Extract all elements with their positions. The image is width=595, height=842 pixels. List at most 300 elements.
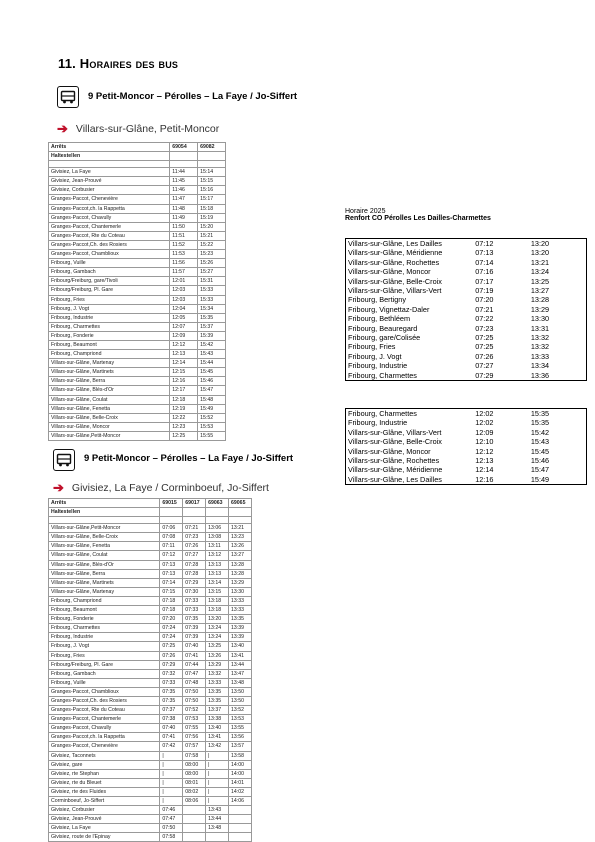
departure-time: 13:26 <box>206 651 229 660</box>
stop-name: Corminboeuf, Jo-Siffert <box>49 797 160 806</box>
departure-time: 13:24 <box>206 633 229 642</box>
departure-time <box>229 806 252 815</box>
departure-time: 15:47 <box>530 465 550 475</box>
departure-time: 13:29 <box>229 578 252 587</box>
departure-time: 11:51 <box>170 231 198 240</box>
departure-time: 07:40 <box>183 642 206 651</box>
departure-time: 13:06 <box>206 524 229 533</box>
departure-time: 13:33 <box>530 351 550 361</box>
table-row <box>49 304 226 313</box>
table-row <box>49 696 252 705</box>
departure-time: 15:20 <box>198 222 226 231</box>
table-row <box>49 642 252 651</box>
departure-time: 07:50 <box>160 824 183 833</box>
table-row <box>346 333 587 342</box>
departure-time: 12:09 <box>475 427 494 437</box>
stop-name: Villars-sur-Glâne, Martenay <box>49 587 160 596</box>
stop-name: Fribourg, Fries <box>348 342 396 352</box>
departure-time: 07:26 <box>160 651 183 660</box>
departure-time: 13:34 <box>530 361 550 371</box>
table-row <box>346 475 587 485</box>
departure-time: 13:25 <box>530 276 550 286</box>
table-row <box>49 751 252 760</box>
table-row <box>346 409 587 419</box>
table-row <box>49 596 252 605</box>
departure-time: 07:46 <box>160 806 183 815</box>
renfort-table-afternoon-wrap <box>345 408 587 485</box>
departure-time: 12:23 <box>170 422 198 431</box>
table-row <box>49 386 226 395</box>
table-row <box>49 678 252 687</box>
departure-time: 12:07 <box>170 322 198 331</box>
table-row <box>49 195 226 204</box>
stop-name: Villars-sur-Glâne, Moncor <box>348 267 431 277</box>
departure-time: 12:16 <box>170 377 198 386</box>
departure-time: 11:44 <box>170 168 198 177</box>
table-row <box>49 413 226 422</box>
stop-name: Fribourg, Beaumont <box>49 606 160 615</box>
departure-time: 13:31 <box>530 323 550 333</box>
departure-time: 12:14 <box>170 359 198 368</box>
table-row <box>346 342 587 351</box>
departure-time: 13:55 <box>229 724 252 733</box>
departure-time: 13:29 <box>206 660 229 669</box>
departure-time: 07:30 <box>183 587 206 596</box>
table-row <box>49 404 226 413</box>
table-row <box>346 239 587 249</box>
departure-time: 07:39 <box>183 633 206 642</box>
departure-time: 11:45 <box>170 177 198 186</box>
departure-time: 07:18 <box>160 606 183 615</box>
departure-time: 15:42 <box>530 427 550 437</box>
departure-time: 13:23 <box>229 533 252 542</box>
route2-direction-label: Givisiez, La Faye / Corminboeuf, Jo-Siffert <box>71 481 269 494</box>
departure-time: 13:40 <box>229 642 252 651</box>
departure-time: 12:03 <box>170 295 198 304</box>
stop-name: Villars-sur-Glâne, Blés-d'Or <box>49 386 170 395</box>
route1-title: 9 Petit-Moncor – Pérolles – La Faye / Jo-Siffert <box>88 91 298 102</box>
departure-time <box>183 833 206 842</box>
departure-time: 07:11 <box>160 542 183 551</box>
departure-time: 12:02 <box>475 418 494 428</box>
departure-time: 07:58 <box>183 751 206 760</box>
trip-header: 69054 <box>170 143 198 152</box>
departure-time: 13:35 <box>206 687 229 696</box>
departure-time: 13:33 <box>206 678 229 687</box>
section-title: Horaires des bus <box>79 56 179 71</box>
departure-time: 07:18 <box>160 596 183 605</box>
departure-time: 07:33 <box>183 596 206 605</box>
stop-name: Givisiez, rte du Bleuet <box>49 778 160 787</box>
arrow-right-icon: ➔ <box>57 121 68 136</box>
departure-time: 13:26 <box>229 542 252 551</box>
stop-name: Givisiez, Corbusier <box>49 806 160 815</box>
stop-name: Villars-sur-Glâne, Martinets <box>49 578 160 587</box>
departure-time: 07:56 <box>183 733 206 742</box>
departure-time: 13:13 <box>206 569 229 578</box>
table-row <box>49 268 226 277</box>
departure-time: 15:39 <box>198 331 226 340</box>
departure-time: 11:48 <box>170 204 198 213</box>
departure-time: 07:41 <box>183 651 206 660</box>
departure-time: 13:41 <box>206 733 229 742</box>
departure-time: 07:29 <box>475 370 494 380</box>
stop-name: Fribourg, Gambach <box>49 669 160 678</box>
departure-time: 13:20 <box>206 615 229 624</box>
stop-name: Fribourg, Beaumont <box>49 340 170 349</box>
stop-name: Givisiez, La Faye <box>49 168 170 177</box>
trip-header: 69082 <box>198 143 226 152</box>
stop-name: Villars-sur-Glâne, Moncor <box>49 422 170 431</box>
stop-name: Givisiez, route de l'Epinay <box>49 833 160 842</box>
departure-time: 07:27 <box>183 551 206 560</box>
stop-name: Givisiez, Corbusier <box>49 186 170 195</box>
table-row <box>49 724 252 733</box>
departure-time: 07:08 <box>160 533 183 542</box>
stop-name: Villars-sur-Glâne, Belle-Croix <box>49 413 170 422</box>
route2-title: 9 Petit-Moncor – Pérolles – La Faye / Jo-Siffert <box>84 453 294 464</box>
trip-header: 69065 <box>229 499 252 508</box>
departure-time: 15:35 <box>198 313 226 322</box>
stop-name: Granges-Paccot, Chamblioux <box>49 250 170 259</box>
table-row <box>49 578 252 587</box>
departure-time: 07:06 <box>160 524 183 533</box>
table-row <box>49 286 226 295</box>
departure-time: 13:25 <box>206 642 229 651</box>
departure-time: 13:48 <box>206 824 229 833</box>
table-row <box>49 204 226 213</box>
departure-time: | <box>206 797 229 806</box>
departure-time: 07:35 <box>183 615 206 624</box>
trip-header: 69017 <box>183 499 206 508</box>
stop-name: Givisiez, rte des Fluides <box>49 787 160 796</box>
table-row <box>49 815 252 824</box>
stop-name: Fribourg, Bethléem <box>348 314 411 324</box>
table-row <box>49 377 226 386</box>
departure-time: 12:22 <box>170 413 198 422</box>
departure-time: 07:35 <box>160 687 183 696</box>
table-row <box>346 418 587 427</box>
departure-time: 07:58 <box>160 833 183 842</box>
renfort-timetable-afternoon <box>345 408 587 485</box>
departure-time: 15:43 <box>198 350 226 359</box>
departure-time: 15:16 <box>198 186 226 195</box>
stop-name: Fribourg, Fries <box>49 295 170 304</box>
departure-time: 11:49 <box>170 213 198 222</box>
stop-name: Villars-sur-Glâne, Berra <box>49 569 160 578</box>
departure-time <box>229 815 252 824</box>
departure-time: 07:13 <box>475 248 494 258</box>
stop-name: Fribourg, Charmettes <box>49 624 160 633</box>
table-row <box>49 778 252 787</box>
departure-time: 12:12 <box>475 446 494 456</box>
departure-time: 13:36 <box>530 370 550 380</box>
stop-name: Fribourg, Industrie <box>348 361 408 371</box>
departure-time: 15:49 <box>530 474 550 484</box>
departure-time: 12:09 <box>170 331 198 340</box>
departure-time: 13:39 <box>229 624 252 633</box>
route1-direction <box>57 122 219 135</box>
stop-name: Fribourg, Bertigny <box>348 295 406 305</box>
departure-time: | <box>160 769 183 778</box>
departure-time: 15:46 <box>530 456 550 466</box>
departure-time: 13:42 <box>206 742 229 751</box>
departure-time: 13:35 <box>206 696 229 705</box>
departure-time: | <box>206 769 229 778</box>
table-row <box>49 359 226 368</box>
departure-time: 13:21 <box>229 524 252 533</box>
stop-name: Villars-sur-Glâne, Rochettes <box>348 456 440 466</box>
table-row <box>49 560 252 569</box>
departure-time: 15:33 <box>198 286 226 295</box>
departure-time: 07:13 <box>160 560 183 569</box>
stop-name: Granges-Paccot, Chantemerle <box>49 715 160 724</box>
departure-time: 13:18 <box>206 606 229 615</box>
table-row <box>49 833 252 842</box>
departure-time: 13:11 <box>206 542 229 551</box>
table-row <box>49 760 252 769</box>
table-row <box>49 706 252 715</box>
stop-name: Villars-sur-Glâne, Moncor <box>348 446 431 456</box>
departure-time: | <box>160 787 183 796</box>
stop-name: Villars-sur-Glâne, Fenetta <box>49 404 170 413</box>
stop-name: Villars-sur-Glâne, Villars-Vert <box>348 427 442 437</box>
departure-time: 07:29 <box>183 578 206 587</box>
table-row <box>346 248 587 257</box>
departure-time: 13:40 <box>206 724 229 733</box>
table-row <box>49 277 226 286</box>
departure-time: 07:27 <box>475 361 494 371</box>
table-row <box>346 428 587 437</box>
col-header-stops-de: Haltestellen <box>49 508 160 517</box>
departure-time: | <box>206 787 229 796</box>
renfort-header <box>345 208 491 222</box>
stop-name: Granges-Paccot, Chenevière <box>49 742 160 751</box>
departure-time: 15:31 <box>198 277 226 286</box>
departure-time: 12:16 <box>475 474 494 484</box>
stop-name: Granges-Paccot, Chamblioux <box>49 687 160 696</box>
stop-name: Villars-sur-Glâne, Méridienne <box>348 248 443 258</box>
departure-time: 13:35 <box>229 615 252 624</box>
departure-time: 15:22 <box>198 240 226 249</box>
departure-time: 13:24 <box>530 267 550 277</box>
departure-time: 13:20 <box>530 248 550 258</box>
departure-time: 13:43 <box>206 806 229 815</box>
route1-table-wrap <box>48 142 226 441</box>
departure-time: | <box>206 778 229 787</box>
stop-name: Fribourg, Fonderie <box>49 615 160 624</box>
departure-time: 07:23 <box>475 323 494 333</box>
stop-name: Fribourg, Fries <box>49 651 160 660</box>
departure-time: 08:00 <box>183 769 206 778</box>
departure-time: 07:23 <box>183 533 206 542</box>
departure-time: 12:10 <box>475 437 494 447</box>
departure-time: 07:37 <box>160 706 183 715</box>
departure-time: 13:57 <box>229 742 252 751</box>
departure-time: 07:50 <box>183 687 206 696</box>
stop-name: Granges-Paccot, Chenevière <box>49 195 170 204</box>
departure-time: | <box>160 778 183 787</box>
departure-time: 07:50 <box>183 696 206 705</box>
departure-time: 15:45 <box>198 368 226 377</box>
departure-time: 08:06 <box>183 797 206 806</box>
departure-time: 15:46 <box>198 377 226 386</box>
table-row <box>49 177 226 186</box>
departure-time: 13:30 <box>229 587 252 596</box>
stop-name: Villars-sur-Glâne, Belle-Croix <box>49 533 160 542</box>
table-row <box>49 633 252 642</box>
departure-time: 14:00 <box>229 769 252 778</box>
departure-time: 12:18 <box>170 395 198 404</box>
departure-time: 08:02 <box>183 787 206 796</box>
table-row <box>49 322 226 331</box>
stop-name: Granges-Paccot, Chavully <box>49 213 170 222</box>
table-row <box>49 669 252 678</box>
table-row <box>49 368 226 377</box>
departure-time: 07:15 <box>160 587 183 596</box>
stop-name: Fribourg/Freiburg, Pl. Gare <box>49 286 170 295</box>
departure-time: 13:44 <box>229 660 252 669</box>
stop-name: Fribourg, Charmettes <box>49 322 170 331</box>
departure-time: 15:34 <box>198 304 226 313</box>
departure-time: 07:19 <box>475 286 494 296</box>
departure-time: 12:04 <box>170 304 198 313</box>
departure-time: 13:32 <box>530 333 550 343</box>
departure-time: | <box>160 751 183 760</box>
departure-time: | <box>206 751 229 760</box>
departure-time: 15:35 <box>530 418 550 428</box>
table-row <box>346 258 587 267</box>
departure-time: 11:56 <box>170 259 198 268</box>
departure-time: 07:14 <box>160 578 183 587</box>
stop-name: Granges-Paccot, Chavully <box>49 724 160 733</box>
stop-name: Fribourg, Champriond <box>49 596 160 605</box>
departure-time: 07:20 <box>475 295 494 305</box>
departure-time: 07:33 <box>183 606 206 615</box>
section-heading <box>58 56 178 71</box>
departure-time: 15:37 <box>198 322 226 331</box>
departure-time: 13:14 <box>206 578 229 587</box>
stop-name: Fribourg, Beauregard <box>348 323 418 333</box>
stop-name: Fribourg, Industrie <box>49 313 170 322</box>
departure-time: 15:33 <box>198 295 226 304</box>
departure-time: 07:22 <box>475 314 494 324</box>
stop-name: Givisiez, La Faye <box>49 824 160 833</box>
table-row <box>49 295 226 304</box>
departure-time: 07:17 <box>475 276 494 286</box>
stop-name: Villars-sur-Glâne, Rochettes <box>348 257 440 267</box>
departure-time: 07:20 <box>160 615 183 624</box>
stop-name: Fribourg, Fonderie <box>49 331 170 340</box>
table-row <box>49 340 226 349</box>
departure-time: 15:45 <box>530 446 550 456</box>
departure-time: 07:52 <box>183 706 206 715</box>
departure-time: 15:48 <box>198 395 226 404</box>
departure-time: 11:52 <box>170 240 198 249</box>
departure-time: 07:24 <box>160 624 183 633</box>
route2-timetable <box>48 498 252 842</box>
departure-time: 14:01 <box>229 778 252 787</box>
departure-time: 13:48 <box>229 678 252 687</box>
table-row <box>346 437 587 446</box>
table-row <box>49 313 226 322</box>
renfort-year: Horaire 2025 <box>345 208 386 215</box>
stop-name: Villars-sur-Glâne, Les Dailles <box>348 239 442 248</box>
stop-name: Villars-sur-Glâne, Blés-d'Or <box>49 560 160 569</box>
stop-name: Villars-sur-Glâne, Martinets <box>49 368 170 377</box>
departure-time: 15:55 <box>198 431 226 440</box>
departure-time: 13:28 <box>530 295 550 305</box>
departure-time: 07:35 <box>160 696 183 705</box>
stop-name: Fribourg, Charmettes <box>348 409 417 418</box>
table-row <box>49 524 252 533</box>
departure-time: 07:26 <box>475 351 494 361</box>
trip-header: 69063 <box>206 499 229 508</box>
departure-time: 07:16 <box>475 267 494 277</box>
section-number: 11. <box>58 56 76 71</box>
departure-time <box>183 815 206 824</box>
departure-time: 07:33 <box>160 678 183 687</box>
stop-name: Villars-sur-Glâne,Petit-Moncor <box>49 524 160 533</box>
departure-time: 07:28 <box>183 569 206 578</box>
departure-time: 07:44 <box>183 660 206 669</box>
table-row <box>49 259 226 268</box>
stop-name: Villars-sur-Glâne, Fenetta <box>49 542 160 551</box>
stop-name: Granges-Paccot, Chantemerle <box>49 222 170 231</box>
departure-time: 07:47 <box>183 669 206 678</box>
departure-time: 11:47 <box>170 195 198 204</box>
stop-name: Givisiez, Taconnets <box>49 751 160 760</box>
departure-time: 12:01 <box>170 277 198 286</box>
table-row <box>49 824 252 833</box>
departure-time: 13:30 <box>530 314 550 324</box>
table-row <box>49 222 226 231</box>
stop-name: Fribourg, Gambach <box>49 268 170 277</box>
departure-time: 15:23 <box>198 250 226 259</box>
departure-time <box>183 806 206 815</box>
departure-time: 15:43 <box>530 437 550 447</box>
stop-name: Fribourg, Champriond <box>49 350 170 359</box>
table-row <box>49 213 226 222</box>
departure-time: 13:28 <box>229 569 252 578</box>
stop-name: Fribourg, J. Vogt <box>348 351 402 361</box>
departure-time: 13:52 <box>229 706 252 715</box>
departure-time <box>229 824 252 833</box>
departure-time: 13:58 <box>229 751 252 760</box>
departure-time: 07:28 <box>183 560 206 569</box>
departure-time: 15:21 <box>198 231 226 240</box>
departure-time: 12:14 <box>475 465 494 475</box>
departure-time: 13:50 <box>229 687 252 696</box>
stop-name: Villars-sur-Glâne, Belle-Croix <box>348 276 442 286</box>
stop-name: Granges-Paccot, Rte du Coteau <box>49 231 170 240</box>
departure-time: 14:02 <box>229 787 252 796</box>
departure-time: 07:29 <box>160 660 183 669</box>
departure-time: 14:06 <box>229 797 252 806</box>
departure-time: 15:44 <box>198 359 226 368</box>
table-row <box>49 715 252 724</box>
departure-time: 07:25 <box>475 333 494 343</box>
table-row <box>49 687 252 696</box>
stop-name: Villars-sur-Glâne, Coulat <box>49 395 170 404</box>
departure-time: 13:53 <box>229 715 252 724</box>
route1-timetable <box>48 142 226 441</box>
departure-time: 12:19 <box>170 404 198 413</box>
departure-time <box>183 824 206 833</box>
departure-time: 07:47 <box>160 815 183 824</box>
departure-time: 07:25 <box>475 342 494 352</box>
stop-name: Villars-sur-Glâne, Coulat <box>49 551 160 560</box>
